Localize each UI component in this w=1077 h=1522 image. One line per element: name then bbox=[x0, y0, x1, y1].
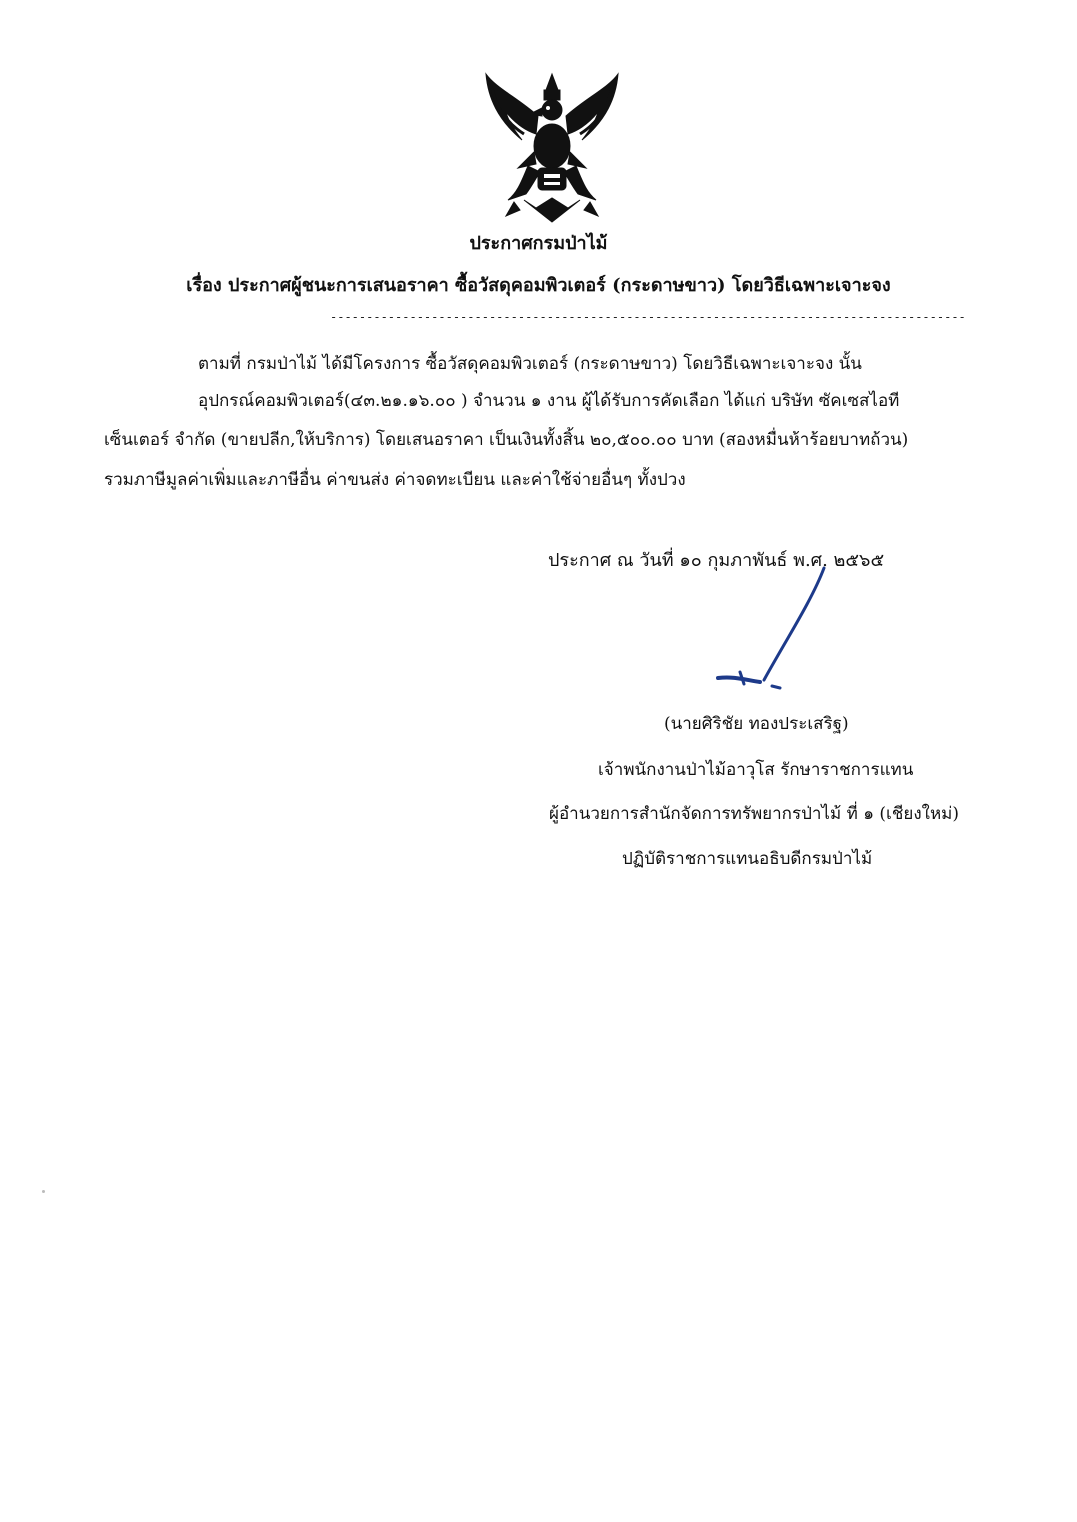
signatory-position-3: ปฏิบัติราชการแทนอธิบดีกรมป่าไม้ bbox=[622, 849, 873, 869]
body-line-4: รวมภาษีมูลค่าเพิ่มและภาษีอื่น ค่าขนส่ง ค่าจดทะเบียน และค่าใช้จ่ายอื่นๆ ทั้งปวง bbox=[104, 470, 686, 490]
signatory-name: (นายศิริชัย ทองประเสริฐ) bbox=[664, 714, 849, 734]
document-title: ประกาศกรมป่าไม้ bbox=[469, 233, 608, 254]
body-line-2: อุปกรณ์คอมพิวเตอร์(๔๓.๒๑.๑๖.๐๐ ) จำนวน ๑ งาน ผู้ได้รับการคัดเลือก ได้แก่ บริษัท ซัคเซสไอที bbox=[198, 391, 900, 411]
garuda-emblem-icon bbox=[478, 68, 626, 226]
signatory-position-1: เจ้าพนักงานป่าไม้อาวุโส รักษาราชการแทน bbox=[598, 760, 914, 780]
body-line-1: ตามที่ กรมป่าไม้ ได้มีโครงการ ซื้อวัสดุคอมพิวเตอร์ (กระดาษขาว) โดยวิธีเฉพาะเจาะจง นั้น bbox=[198, 354, 862, 374]
separator-line: ---------------------------------------------------------------------------------------- bbox=[330, 310, 966, 324]
handwritten-signature-icon bbox=[700, 560, 840, 700]
signatory-position-2: ผู้อำนวยการสำนักจัดการทรัพยากรป่าไม้ ที่ ๑ (เชียงใหม่) bbox=[549, 804, 959, 824]
body-line-3: เซ็นเตอร์ จำกัด (ขายปลีก,ให้บริการ) โดยเสนอราคา เป็นเงินทั้งสิ้น ๒๐,๕๐๐.๐๐ บาท (สองหมื่นห้าร้อยบาทถ้วน) bbox=[104, 430, 909, 450]
scan-speck bbox=[42, 1190, 45, 1193]
document-subject: เรื่อง ประกาศผู้ชนะการเสนอราคา ซื้อวัสดุคอมพิวเตอร์ (กระดาษขาว) โดยวิธีเฉพาะเจาะจง bbox=[186, 275, 891, 296]
announcement-date: ประกาศ ณ วันที่ ๑๐ กุมภาพันธ์ พ.ศ. ๒๕๖๕ bbox=[548, 550, 885, 571]
